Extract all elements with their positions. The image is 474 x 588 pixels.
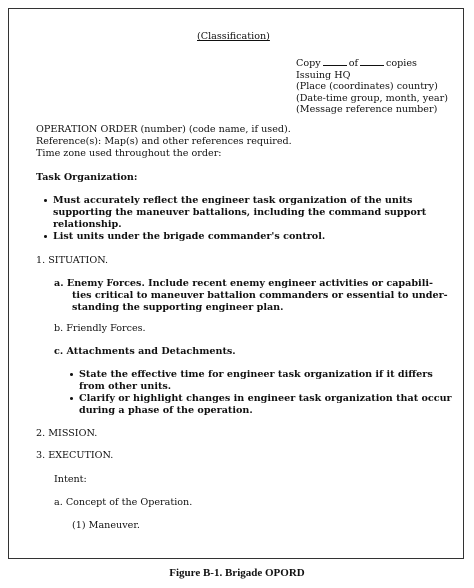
place-line: (Place (coordinates) country) (296, 81, 438, 93)
mission-heading: 2. MISSION. (36, 428, 98, 439)
intent-label: Intent: (54, 474, 87, 485)
friendly-forces-para: b. Friendly Forces. (54, 323, 146, 334)
references-line: Reference(s): Map(s) and other references required. (36, 136, 292, 147)
enemy-forces-para: a. Enemy Forces. Include recent enemy engineer activities or capabili- (54, 278, 433, 289)
attachments-bullet-1: State the effective time for engineer task organization if it differs (70, 369, 433, 381)
attachments-heading: c. Attachments and Detachments. (54, 346, 236, 357)
execution-heading: 3. EXECUTION. (36, 450, 114, 461)
attachments-bullet-1-cont: from other units. (79, 381, 172, 392)
maneuver-para: (1) Maneuver. (72, 520, 140, 531)
message-reference-line: (Message reference number) (296, 104, 438, 116)
copy-number-blank (323, 57, 347, 66)
attachments-bullet-2: Clarify or highlight changes in engineer task organization that occur (70, 393, 452, 405)
concept-of-operation: a. Concept of the Operation. (54, 497, 193, 508)
task-org-bullet-2: List units under the brigade commander's control. (44, 231, 325, 243)
attachments-bullet-2-cont: during a phase of the operation. (79, 405, 253, 416)
task-org-bullet-1-cont: relationship. (53, 219, 122, 230)
issuing-hq: Issuing HQ (296, 69, 351, 81)
task-organization-heading: Task Organization: (36, 172, 138, 183)
datetime-line: (Date-time group, month, year) (296, 92, 448, 104)
task-org-bullet-1: Must accurately reflect the engineer task organization of the units (44, 195, 412, 207)
bullet-icon (44, 199, 47, 202)
bullet-icon (44, 235, 47, 238)
figure-caption: Figure B-1. Brigade OPORD (169, 567, 305, 579)
enemy-forces-para-cont: standing the supporting engineer plan. (72, 302, 284, 313)
bullet-icon (70, 397, 73, 400)
copy-total-blank (360, 57, 384, 66)
enemy-forces-para-cont: ties critical to maneuver battalion commanders or essential to under- (72, 290, 448, 301)
situation-heading: 1. SITUATION. (36, 255, 109, 266)
operation-order-title: OPERATION ORDER (number) (code name, if used). (36, 124, 291, 135)
copy-line: Copy of copies (296, 58, 417, 69)
bullet-icon (70, 373, 73, 376)
time-zone-line: Time zone used throughout the order: (36, 148, 222, 159)
classification-label: (Classification) (197, 31, 270, 42)
order-header-block (296, 57, 448, 116)
task-org-bullet-1-cont: supporting the maneuver battalions, including the command support (53, 207, 427, 218)
